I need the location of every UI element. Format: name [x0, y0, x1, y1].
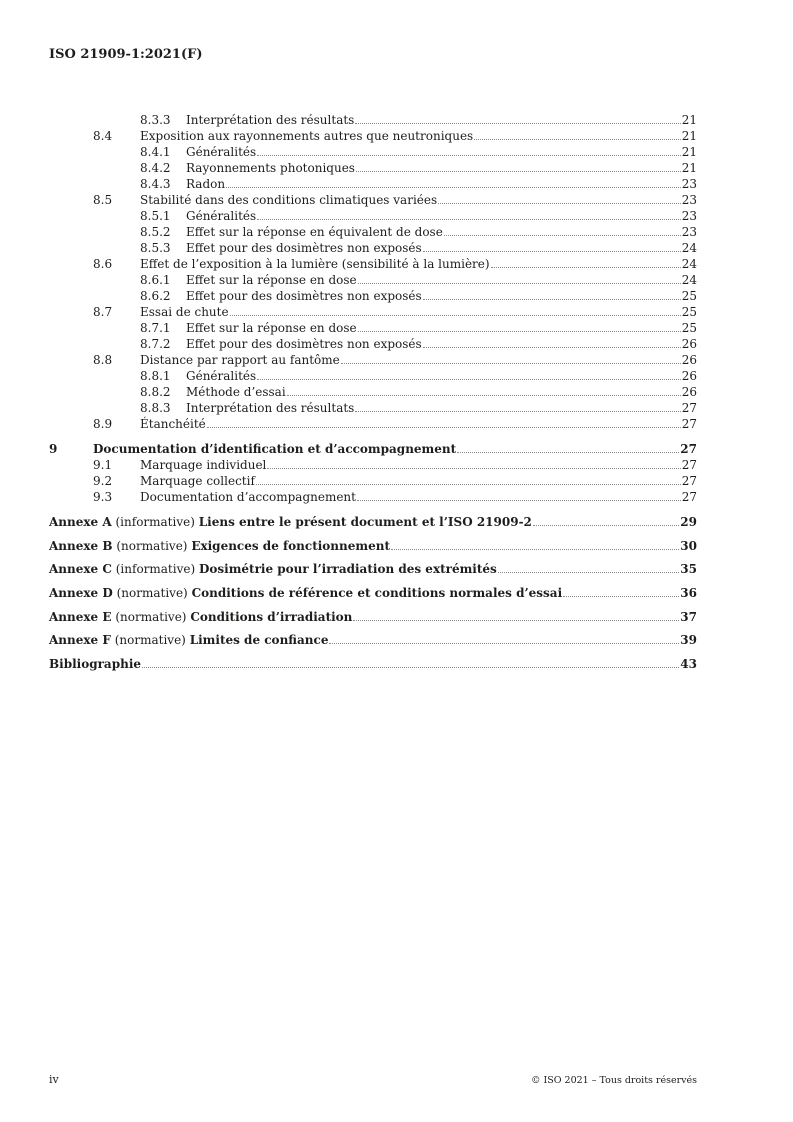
- toc-annex-f[interactable]: [0, 632, 697, 648]
- toc-leader: [358, 331, 681, 332]
- toc-leader: [457, 452, 679, 453]
- annex-label: Annexe F: [49, 633, 111, 648]
- toc-leader: [355, 123, 680, 124]
- toc-page-number: 29: [680, 515, 697, 529]
- toc-annex-heading: [49, 585, 562, 601]
- annex-label: Annexe B: [49, 538, 113, 553]
- annex-kind: (normative): [114, 633, 186, 648]
- toc-entry-9-3[interactable]: [0, 489, 697, 505]
- toc-entry-number: 9.2: [93, 474, 113, 488]
- toc-entry-title: Généralités: [186, 369, 257, 383]
- annex-kind: (normative): [116, 586, 188, 601]
- toc-leader: [563, 596, 679, 597]
- toc-page-number: 23: [681, 209, 697, 223]
- toc-leader: [329, 643, 679, 644]
- toc-leader: [391, 549, 679, 550]
- toc-page-number: 21: [681, 145, 697, 159]
- toc-entry-title: Essai de chute: [140, 305, 229, 319]
- toc-entry-number: 8.4.2: [140, 161, 171, 175]
- toc-entry-title: Étanchéité: [140, 417, 206, 431]
- annex-title: Liens entre le présent document et l’ISO 21909-2: [198, 515, 532, 529]
- toc-leader: [357, 500, 681, 501]
- toc-page-number: 23: [681, 193, 697, 207]
- toc-annex-heading: [49, 609, 352, 625]
- toc-entry-8-5-1[interactable]: [0, 208, 697, 224]
- toc-leader: [257, 219, 681, 220]
- toc-leader: [444, 235, 681, 236]
- toc-entry-8-6-1[interactable]: [0, 272, 697, 288]
- toc-entry-8-4[interactable]: [0, 128, 697, 144]
- annex-label: Annexe E: [49, 609, 112, 624]
- toc-entry-number: 8.7.2: [140, 337, 171, 351]
- toc-page-number: 27: [681, 474, 697, 488]
- toc-entry-title: Interprétation des résultats: [186, 401, 355, 415]
- toc-entry-8-4-3[interactable]: [0, 176, 697, 192]
- annex-title: Conditions d’irradiation: [190, 609, 353, 624]
- toc-page-number: 21: [681, 113, 697, 127]
- toc-annex-d[interactable]: [0, 585, 697, 601]
- toc-leader: [341, 363, 681, 364]
- toc-entry-8-9[interactable]: [0, 416, 697, 432]
- toc-entry-number: 8.5.1: [140, 209, 171, 223]
- toc-entry-title: Généralités: [186, 145, 257, 159]
- annex-title: Dosimétrie pour l’irradiation des extrémités: [198, 562, 497, 577]
- toc-entry-title: Radon: [186, 177, 226, 191]
- toc-leader: [498, 572, 680, 573]
- annex-label: Annexe A: [49, 515, 112, 529]
- toc-entry-8-8-2[interactable]: [0, 384, 697, 400]
- annex-kind: (informative): [115, 562, 196, 577]
- footer-copyright: © ISO 2021 – Tous droits réservés: [530, 1075, 697, 1086]
- toc-entry-title: Effet sur la réponse en dose: [186, 273, 357, 287]
- toc-entry-title: Généralités: [186, 209, 257, 223]
- toc-leader: [355, 411, 680, 412]
- toc-leader: [257, 379, 681, 380]
- toc-annex-a[interactable]: [0, 514, 697, 530]
- table-of-contents: [0, 112, 697, 672]
- toc-page-number: 27: [681, 490, 697, 504]
- toc-entry-number: 9.3: [93, 490, 113, 504]
- toc-leader: [230, 315, 681, 316]
- toc-entry-8-4-2[interactable]: [0, 160, 697, 176]
- toc-leader: [256, 484, 681, 485]
- toc-leader: [207, 427, 681, 428]
- toc-entry-number: 8.3.3: [140, 113, 171, 127]
- toc-entry-8-7[interactable]: [0, 304, 697, 320]
- toc-entry-number: 8.5.2: [140, 225, 171, 239]
- toc-entry-title: Marquage individuel: [140, 458, 267, 472]
- toc-annex-e[interactable]: [0, 609, 697, 625]
- toc-entry-title: Effet pour des dosimètres non exposés: [186, 241, 422, 255]
- toc-leader: [423, 347, 681, 348]
- toc-entry-title: Interprétation des résultats: [186, 113, 355, 127]
- toc-page-number: 36: [680, 586, 697, 601]
- annex-kind: (normative): [116, 538, 188, 553]
- toc-entry-number: 8.7: [93, 305, 113, 319]
- toc-page-number: 27: [681, 401, 697, 415]
- toc-entry-number: 8.4: [93, 129, 113, 143]
- toc-entry-8-4-1[interactable]: [0, 144, 697, 160]
- toc-entry-title: Stabilité dans des conditions climatiques variées: [140, 193, 438, 207]
- toc-entry-title: Exposition aux rayonnements autres que neutroniques: [140, 129, 474, 143]
- toc-entry-title: Rayonnements photoniques: [186, 161, 355, 175]
- toc-leader: [142, 667, 679, 668]
- toc-entry-number: 8.6: [93, 257, 113, 271]
- annex-title: Conditions de référence et conditions normales d’essai: [191, 586, 563, 601]
- annex-kind: (informative): [115, 515, 195, 529]
- toc-entry-8-6[interactable]: [0, 256, 697, 272]
- toc-leader: [474, 139, 681, 140]
- toc-entry-title: Effet sur la réponse en équivalent de dose: [186, 225, 443, 239]
- toc-page-number: 21: [681, 129, 697, 143]
- toc-entry-9-1[interactable]: [0, 457, 697, 473]
- toc-entry-8-8[interactable]: [0, 352, 697, 368]
- toc-entry-8-5[interactable]: [0, 192, 697, 208]
- annex-title: Limites de confiance: [189, 633, 329, 648]
- toc-entry-title: Effet sur la réponse en dose: [186, 321, 357, 335]
- toc-annex-heading: [49, 514, 532, 530]
- toc-entry-number: 8.4.3: [140, 177, 171, 191]
- toc-page-number: 26: [681, 353, 697, 367]
- toc-entry-number: 8.8.1: [140, 369, 171, 383]
- toc-entry-8-8-1[interactable]: [0, 368, 697, 384]
- toc-entry-8-3-3[interactable]: [0, 112, 697, 128]
- toc-entry-8-8-3[interactable]: [0, 400, 697, 416]
- toc-entry-number: 8.4.1: [140, 145, 171, 159]
- toc-annex-heading: [49, 538, 390, 554]
- toc-annex-c[interactable]: [0, 561, 697, 577]
- toc-annex-heading: [49, 632, 328, 648]
- toc-page-number: 39: [680, 633, 697, 648]
- toc-entry-8-5-3[interactable]: [0, 240, 697, 256]
- annex-label: Annexe C: [49, 562, 112, 577]
- toc-leader: [287, 395, 681, 396]
- toc-leader: [267, 468, 680, 469]
- toc-page-number: 24: [681, 257, 697, 271]
- toc-entry-title: Documentation d’identification et d’accompagnement: [93, 442, 457, 456]
- toc-page-number: 23: [681, 225, 697, 239]
- toc-bibliography-heading: [49, 656, 141, 672]
- toc-page-number: 26: [681, 369, 697, 383]
- toc-entry-8-6-2[interactable]: [0, 288, 697, 304]
- toc-leader: [423, 299, 681, 300]
- toc-leader: [491, 267, 681, 268]
- toc-leader: [226, 187, 681, 188]
- toc-entry-number: 8.9: [93, 417, 113, 431]
- toc-leader: [257, 155, 681, 156]
- toc-page-number: 25: [681, 321, 697, 335]
- toc-entry-title: Documentation d’accompagnement: [140, 490, 356, 504]
- toc-entry-number: 9.1: [93, 458, 113, 472]
- toc-entry-9-2[interactable]: [0, 473, 697, 489]
- toc-page-number: 26: [681, 337, 697, 351]
- toc-page-number: 24: [681, 273, 697, 287]
- toc-leader: [423, 251, 681, 252]
- toc-entry-number: 8.8.3: [140, 401, 171, 415]
- toc-page-number: 27: [681, 458, 697, 472]
- annex-label: Annexe D: [49, 586, 113, 601]
- footer-page-number: iv: [49, 1073, 59, 1086]
- toc-bibliography[interactable]: [0, 656, 697, 672]
- toc-entry-number: 8.6.1: [140, 273, 171, 287]
- toc-page-number: 23: [681, 177, 697, 191]
- toc-entry-title: Effet pour des dosimètres non exposés: [186, 337, 422, 351]
- toc-entry-number: 8.5: [93, 193, 113, 207]
- toc-entry-number: 8.8: [93, 353, 113, 367]
- toc-entry-number: 9: [49, 442, 58, 456]
- toc-entry-9[interactable]: [0, 441, 697, 457]
- toc-page-number: 43: [680, 657, 697, 672]
- toc-leader: [358, 283, 681, 284]
- toc-entry-number: 8.5.3: [140, 241, 171, 255]
- document-id-header: ISO 21909-1:2021(F): [49, 47, 203, 62]
- toc-entry-title: Effet pour des dosimètres non exposés: [186, 289, 422, 303]
- toc-page-number: 27: [680, 442, 697, 456]
- toc-entry-8-7-2[interactable]: [0, 336, 697, 352]
- toc-entry-title: Distance par rapport au fantôme: [140, 353, 340, 367]
- toc-entry-number: 8.8.2: [140, 385, 171, 399]
- bibliography-title: Bibliographie: [49, 657, 142, 672]
- toc-page-number: 25: [681, 289, 697, 303]
- toc-entry-title: Marquage collectif: [140, 474, 255, 488]
- annex-kind: (normative): [115, 609, 187, 624]
- toc-entry-number: 8.7.1: [140, 321, 171, 335]
- toc-leader: [356, 171, 681, 172]
- toc-page-number: 26: [681, 385, 697, 399]
- toc-entry-title: Méthode d’essai: [186, 385, 286, 399]
- toc-leader: [438, 203, 681, 204]
- toc-entry-number: 8.6.2: [140, 289, 171, 303]
- toc-page-number: 25: [681, 305, 697, 319]
- toc-page-number: 30: [680, 538, 697, 553]
- toc-page-number: 27: [681, 417, 697, 431]
- toc-leader: [353, 620, 679, 621]
- toc-leader: [533, 525, 679, 526]
- toc-annex-b[interactable]: [0, 538, 697, 554]
- toc-page-number: 35: [680, 562, 697, 577]
- toc-page-number: 21: [681, 161, 697, 175]
- toc-entry-8-7-1[interactable]: [0, 320, 697, 336]
- toc-entry-8-5-2[interactable]: [0, 224, 697, 240]
- toc-annex-heading: [49, 561, 497, 577]
- toc-entry-title: Effet de l’exposition à la lumière (sensibilité à la lumière): [140, 257, 490, 271]
- toc-page-number: 37: [680, 609, 697, 624]
- annex-title: Exigences de fonctionnement: [191, 538, 390, 553]
- toc-page-number: 24: [681, 241, 697, 255]
